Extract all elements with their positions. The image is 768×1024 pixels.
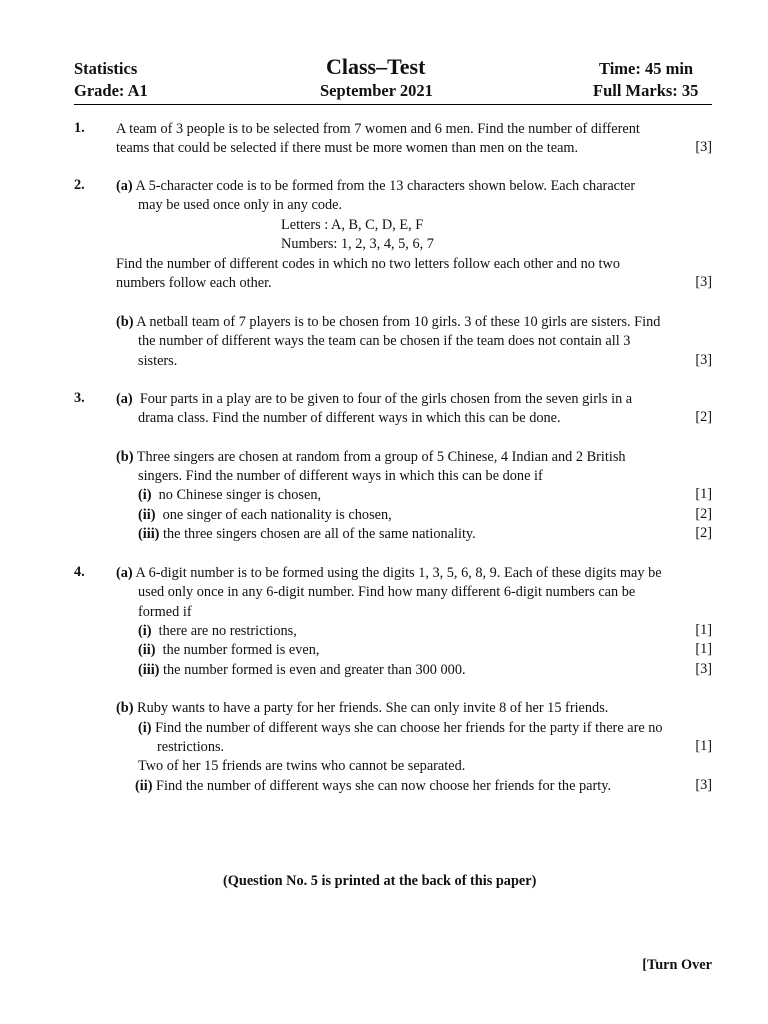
question-1-line: A team of 3 people is to be selected from 7 women and 6 men. Find the number of different bbox=[116, 121, 640, 137]
subpart-text: there are no restrictions, bbox=[151, 623, 297, 639]
subpart-text: the number formed is even and greater than 300 000. bbox=[159, 662, 466, 678]
question-4b-ii-marks: [3] bbox=[695, 777, 712, 793]
part-text: A 5-character code is to be formed from the 13 characters shown below. Each character bbox=[132, 178, 636, 194]
question-1-marks: [3] bbox=[695, 139, 712, 155]
question-4a-ii-marks: [1] bbox=[695, 641, 712, 657]
question-1-line: teams that could be selected if there must be more women than men on the team. bbox=[116, 140, 579, 156]
question-2a-line bbox=[116, 177, 635, 196]
question-4a-line bbox=[116, 564, 662, 583]
test-date: September 2021 bbox=[320, 81, 433, 100]
full-marks: Full Marks: 35 bbox=[593, 81, 699, 100]
question-4b-ii bbox=[135, 777, 611, 796]
question-4b-i-marks: [1] bbox=[695, 738, 712, 754]
part-label: (a) bbox=[116, 391, 133, 407]
question-4b-i-line: restrictions. bbox=[157, 739, 225, 755]
question-3a-line: drama class. Find the number of different ways in which this can be done. bbox=[138, 410, 561, 426]
question-4a-line: formed if bbox=[138, 604, 192, 620]
question-4-number: 4. bbox=[74, 564, 85, 580]
back-page-note: (Question No. 5 is printed at the back of this paper) bbox=[223, 873, 537, 889]
subpart-text: Find the number of different ways she can now choose her friends for the party. bbox=[152, 778, 612, 794]
subpart-label: (i) bbox=[138, 487, 152, 503]
question-3b-iii-marks: [2] bbox=[695, 525, 712, 541]
numbers-list: Numbers: 1, 2, 3, 4, 5, 6, 7 bbox=[281, 236, 434, 252]
question-3b-i-marks: [1] bbox=[695, 486, 712, 502]
question-4a-i-marks: [1] bbox=[695, 622, 712, 638]
question-2a-line: numbers follow each other. bbox=[116, 275, 272, 291]
question-2a-line: may be used once only in any code. bbox=[138, 197, 343, 213]
subpart-label: (i) bbox=[138, 623, 152, 639]
question-3b-line: singers. Find the number of different ways in which this can be done if bbox=[138, 468, 543, 484]
question-4b-i bbox=[138, 719, 663, 738]
part-label: (b) bbox=[116, 449, 134, 465]
letters-list: Letters : A, B, C, D, E, F bbox=[281, 217, 424, 233]
question-3a-marks: [2] bbox=[695, 409, 712, 425]
part-text: Four parts in a play are to be given to four of the girls chosen from the seven girls in a bbox=[132, 391, 633, 407]
question-2-number: 2. bbox=[74, 177, 85, 193]
question-4a-ii bbox=[138, 641, 319, 660]
subpart-text: no Chinese singer is chosen, bbox=[151, 487, 322, 503]
question-4a-iii bbox=[138, 661, 466, 680]
question-4a-line: used only once in any 6-digit number. Find how many different 6-digit numbers can be bbox=[138, 584, 636, 600]
question-2b-line: sisters. bbox=[138, 353, 178, 369]
question-2a-line: Find the number of different codes in which no two letters follow each other and no two bbox=[116, 256, 620, 272]
twins-note: Two of her 15 friends are twins who cannot be separated. bbox=[138, 758, 466, 774]
question-2b-line bbox=[116, 313, 660, 332]
subpart-label: (iii) bbox=[138, 662, 160, 678]
part-text: A 6-digit number is to be formed using the digits 1, 3, 5, 6, 8, 9. Each of these digits may be bbox=[132, 565, 662, 581]
subpart-text: one singer of each nationality is chosen, bbox=[155, 507, 392, 523]
time-limit: Time: 45 min bbox=[599, 59, 694, 78]
part-label: (b) bbox=[116, 700, 134, 716]
page-title: Class–Test bbox=[326, 54, 426, 79]
question-3b-iii bbox=[138, 525, 476, 544]
question-1-number: 1. bbox=[74, 120, 85, 136]
part-label: (b) bbox=[116, 314, 134, 330]
question-3b-ii bbox=[138, 506, 392, 525]
subpart-label: (ii) bbox=[138, 642, 156, 658]
question-4b-line bbox=[116, 699, 608, 718]
subpart-text: Find the number of different ways she can choose her friends for the party if there are no bbox=[151, 720, 663, 736]
turn-over: [Turn Over bbox=[642, 957, 712, 973]
header-rule bbox=[74, 104, 712, 105]
question-3b-i bbox=[138, 486, 321, 505]
question-3-number: 3. bbox=[74, 390, 85, 406]
grade: Grade: A1 bbox=[74, 81, 148, 100]
question-2b-marks: [3] bbox=[695, 352, 712, 368]
subject: Statistics bbox=[74, 59, 138, 78]
part-text: A netball team of 7 players is to be chosen from 10 girls. 3 of these 10 girls are sisters. Find bbox=[133, 314, 661, 330]
subpart-text: the three singers chosen are all of the same nationality. bbox=[159, 526, 476, 542]
question-2b-line: the number of different ways the team can be chosen if the team does not contain all 3 bbox=[138, 333, 631, 349]
subpart-text: the number formed is even, bbox=[155, 642, 320, 658]
part-label: (a) bbox=[116, 565, 133, 581]
part-label: (a) bbox=[116, 178, 133, 194]
subpart-label: (ii) bbox=[135, 778, 153, 794]
part-text: Three singers are chosen at random from a group of 5 Chinese, 4 Indian and 2 British bbox=[133, 449, 626, 465]
part-text: Ruby wants to have a party for her friends. She can only invite 8 of her 15 friends. bbox=[133, 700, 609, 716]
question-3b-ii-marks: [2] bbox=[695, 506, 712, 522]
subpart-label: (ii) bbox=[138, 507, 156, 523]
question-2a-marks: [3] bbox=[695, 274, 712, 290]
question-4a-i bbox=[138, 622, 297, 641]
question-3a-line bbox=[116, 390, 632, 409]
subpart-label: (iii) bbox=[138, 526, 160, 542]
question-3b-line bbox=[116, 448, 626, 467]
question-4a-iii-marks: [3] bbox=[695, 661, 712, 677]
subpart-label: (i) bbox=[138, 720, 152, 736]
